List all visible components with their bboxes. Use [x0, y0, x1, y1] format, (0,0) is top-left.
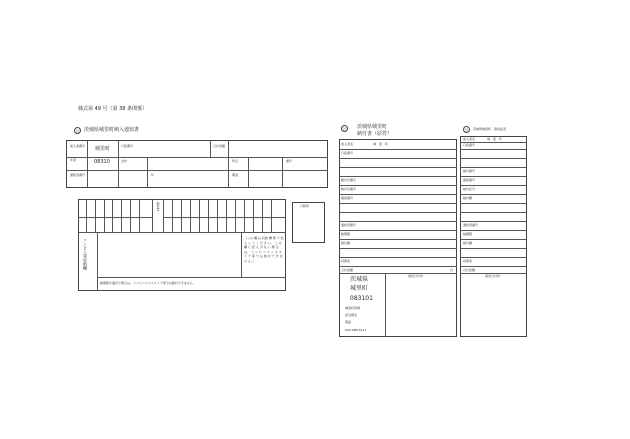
bottom-note: 納期限を過ぎた場合は、コンビニエンスストア等では納付できません。	[100, 281, 197, 285]
address-big-1: 茨城県	[350, 276, 369, 283]
middle-label-5: 納付目番号	[341, 187, 357, 191]
seal-icon: 公	[75, 127, 80, 133]
middle-label-15: 合計金額	[341, 268, 354, 272]
label-nyusha-bango: 加入者番号	[70, 144, 86, 148]
municipality-value: 城里町	[95, 146, 111, 152]
middle-label-0: 加入者名	[341, 142, 354, 146]
middle-seal-icon: 公	[342, 125, 347, 131]
label-tsuchisho-bango: 通知書番号	[70, 173, 86, 177]
middle-label-14: 延滞金	[341, 259, 351, 263]
label-kamoku: 科目	[232, 159, 239, 163]
receipt-stamp-box	[292, 202, 325, 243]
right-label-14: 延滞金	[463, 259, 473, 263]
right-label-12: 納付額	[463, 241, 473, 245]
vertical-label-nofusho: 納付書	[156, 202, 160, 211]
label-goukei-kingaku: 合計金額	[213, 144, 226, 148]
left-notice-title: 茨城県城里町納入通知書	[84, 127, 140, 133]
label-bango: 番号	[286, 159, 293, 163]
middle-label-1: 口座番号	[341, 151, 354, 155]
label-nen: 年	[151, 173, 155, 177]
right-label-7: 納付額	[463, 196, 473, 200]
label-period: 期別	[232, 173, 239, 177]
right-title: 茨城県城里町 領収証書	[473, 127, 507, 131]
middle-header-value: 城 里 町	[373, 142, 389, 146]
right-label-15: 合計金額	[463, 268, 476, 272]
right-header-value: 城 里 町	[487, 137, 503, 141]
right-seal-icon: 公	[464, 126, 469, 132]
right-label-11: 納期限	[463, 232, 473, 236]
label-kaikei: 会計	[121, 159, 128, 163]
middle-stamp-label: 領収日付印	[408, 274, 424, 278]
info-1: 城里町役場	[345, 306, 361, 310]
side-note: （この 欄 は 収納 機 関 で 記 入 し て く だ さ い。 こ の 欄 に 記 入 が な い 場 合 は、 コ ン ビ ニ エ ン ス ス ト ア 等 で は 納 付 で き ま せ ん。）	[244, 236, 284, 263]
middle-label-10: 通知書番号	[341, 223, 357, 227]
right-label-4: 納付番号	[463, 169, 476, 173]
info-2: 担当課名	[345, 313, 358, 317]
address-code: 083101	[350, 295, 373, 302]
right-label-5: 確認番号	[463, 178, 476, 182]
form-number: 様式第 49 号（第 38 条関係）	[78, 106, 148, 112]
middle-label-6: 確認番号	[341, 196, 354, 200]
phone-number: 029-288-3111	[345, 328, 367, 332]
label-nendo: 年度	[70, 158, 77, 162]
right-label-0: 加入者名	[463, 137, 476, 141]
middle-label-11: 納期限	[341, 232, 351, 236]
conveni-label: コンビニ等収納欄	[83, 238, 88, 270]
middle-label-4: 納付目番号	[341, 178, 357, 182]
middle-title-line1: 茨城県城里町	[357, 124, 388, 130]
right-label-10: 通知書番号	[463, 223, 479, 227]
code-short-value: 08310	[94, 159, 110, 165]
middle-label-12: 納付額	[341, 241, 351, 245]
receipt-stamp-label: 日附印	[300, 204, 310, 208]
middle-title-line2: 納付書（原符）	[357, 131, 393, 137]
label-kouza-bango: 口座番号	[121, 144, 134, 148]
address-big-2: 城里町	[350, 285, 369, 292]
info-3: 電話	[345, 320, 352, 324]
right-label-6: 納付区分	[463, 187, 476, 191]
right-label-1: 口座番号	[463, 143, 476, 147]
right-stamp-label: 領収日付印	[485, 274, 501, 278]
middle-amount-unit: 円	[450, 268, 454, 272]
